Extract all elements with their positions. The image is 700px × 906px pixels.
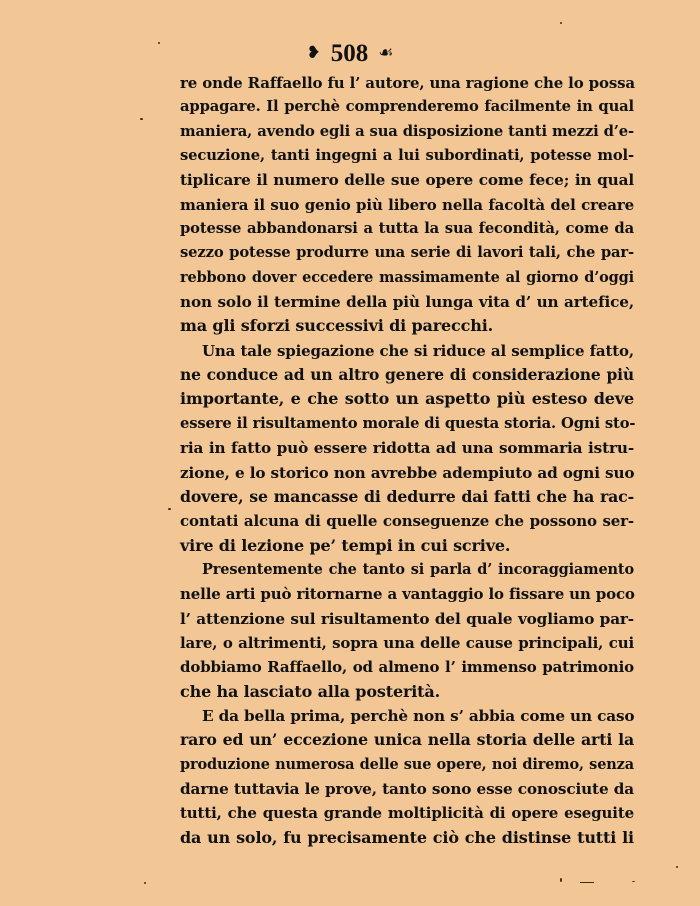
paper-speck bbox=[632, 881, 635, 882]
text-line: appagare. Il perchè comprenderemo facilmente in qual bbox=[180, 98, 634, 116]
text-line: tutti, che questa grande moltiplicità di opere eseguite bbox=[180, 804, 634, 823]
paragraph-2 bbox=[180, 339, 634, 558]
paper-speck bbox=[168, 508, 171, 510]
text-line: zione, e lo storico non avrebbe adempiuto ad ogni suo bbox=[180, 463, 635, 482]
text-line: tiplicare il numero delle sue opere come fece; in qual bbox=[180, 171, 634, 190]
text-line: maniera, avendo egli a sua disposizione tanti mezzi d’e- bbox=[180, 122, 634, 140]
left-ornament-icon: ❥ bbox=[306, 42, 321, 63]
text-line: produzione numerosa delle sue opere, noi diremo, senza bbox=[180, 755, 634, 773]
text-line: dovere, se mancasse di dedurre dai fatti che ha rac- bbox=[180, 486, 634, 506]
page-number: 508 bbox=[330, 39, 369, 67]
text-line: ma gli sforzi successivi di parecchi. bbox=[180, 316, 494, 336]
text-line: che ha lasciato alla posterità. bbox=[180, 681, 441, 701]
text-line: vire di lezione pe’ tempi in cui scrive. bbox=[180, 535, 511, 555]
paper-speck bbox=[560, 22, 562, 24]
text-line: da un solo, fu precisamente ciò che distinse tutti li bbox=[180, 827, 634, 847]
text-line: Presentemente che tanto si parla d’ incoraggiamento bbox=[202, 560, 634, 578]
text-line: l’ attenzione sul risultamento del quale vogliamo par- bbox=[180, 609, 634, 628]
paper-speck bbox=[144, 882, 146, 884]
right-ornament-icon: ☙ bbox=[378, 42, 394, 63]
text-line: raro ed un’ eccezione unica nella storia delle arti la bbox=[180, 730, 634, 750]
text-line: ne conduce ad un altro genere di considerazione più bbox=[180, 365, 634, 385]
paper-speck bbox=[676, 866, 678, 868]
paragraph-4 bbox=[180, 704, 634, 850]
text-line: E da bella prima, perchè non s’ abbia come un caso bbox=[202, 706, 635, 725]
text-line: contati alcuna di quelle conseguenze che possono ser- bbox=[180, 512, 634, 531]
body-text bbox=[180, 71, 634, 850]
paper-speck bbox=[580, 882, 594, 883]
text-line: Una tale spiegazione che si riduce al semplice fatto, bbox=[202, 341, 634, 360]
text-line: secuzione, tanti ingegni a lui subordinati, potesse mol- bbox=[180, 147, 634, 165]
text-line: lare, o altrimenti, sopra una delle cause principali, cui bbox=[180, 633, 634, 652]
text-line: sezzo potesse produrre una serie di lavori tali, che par- bbox=[180, 244, 634, 262]
text-line: importante, e che sotto un aspetto più esteso deve bbox=[180, 389, 634, 409]
text-line: non solo il termine della più lunga vita d’ un artefice, bbox=[180, 293, 634, 312]
text-line: maniera il suo genio più libero nella facoltà del creare bbox=[180, 195, 634, 214]
text-line: nelle arti può ritornarne a vantaggio lo fissare un poco bbox=[180, 585, 635, 604]
paper-speck bbox=[158, 42, 160, 44]
paper-speck bbox=[560, 878, 562, 882]
text-line: dobbiamo Raffaello, od almeno l’ immenso patrimonio bbox=[180, 658, 634, 677]
paper-speck bbox=[140, 118, 143, 120]
text-line: ria in fatto può essere ridotta ad una sommaria istru- bbox=[180, 439, 634, 458]
text-line: re onde Raffaello fu l’ autore, una ragione che lo possa bbox=[180, 74, 635, 92]
paragraph-1 bbox=[180, 71, 634, 339]
page-header bbox=[0, 36, 700, 70]
text-line: rebbono dover eccedere massimamente al giorno d’oggi bbox=[180, 268, 634, 286]
paragraph-3 bbox=[180, 558, 634, 704]
text-line: darne tuttavia le prove, tanto sono esse conosciute da bbox=[180, 779, 634, 798]
text-line: essere il risultamento morale di questa storia. Ogni sto- bbox=[180, 414, 636, 432]
text-line: potesse abbandonarsi a tutta la sua fecondità, come da bbox=[180, 220, 634, 238]
